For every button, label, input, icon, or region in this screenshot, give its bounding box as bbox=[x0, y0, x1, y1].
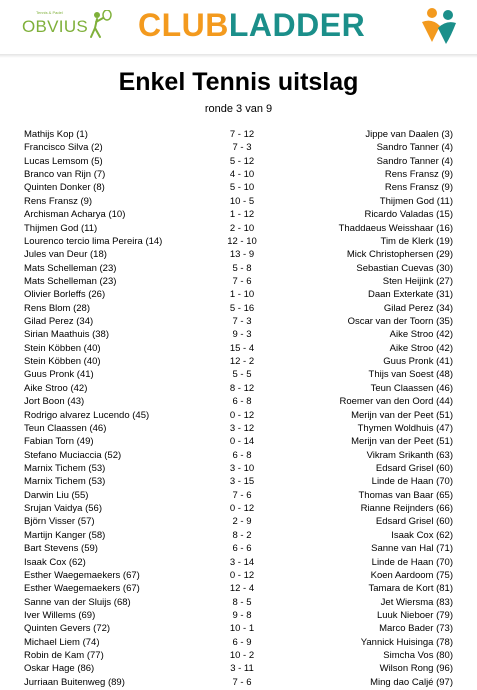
match-row bbox=[0, 422, 477, 435]
match-row bbox=[0, 248, 477, 261]
match-score: 12 - 2 bbox=[229, 356, 255, 368]
match-score: 9 - 8 bbox=[232, 609, 252, 621]
away-player: Mick Christophersen (29) bbox=[346, 249, 453, 261]
match-row bbox=[0, 181, 477, 194]
match-score: 5 - 12 bbox=[229, 155, 255, 167]
home-player: Jort Boon (43) bbox=[24, 396, 85, 408]
header-divider bbox=[0, 54, 477, 58]
away-player: Thijmen God (11) bbox=[379, 195, 453, 207]
match-score: 1 - 10 bbox=[229, 289, 255, 301]
away-player: Jippe van Daalen (3) bbox=[365, 129, 453, 140]
tennis-player-icon bbox=[88, 10, 114, 40]
away-player: Isaak Cox (62) bbox=[391, 529, 453, 541]
away-player: Edsard Grisel (60) bbox=[375, 462, 453, 474]
away-player: Ming dao Caljé (97) bbox=[370, 676, 453, 688]
match-score: 2 - 9 bbox=[232, 516, 252, 528]
home-player: Robin de Kam (77) bbox=[24, 650, 104, 662]
home-player: Guus Pronk (41) bbox=[24, 369, 94, 381]
match-row bbox=[0, 622, 477, 635]
home-player: Michael Liem (74) bbox=[24, 636, 100, 648]
away-player: Tamara de Kort (81) bbox=[368, 583, 453, 595]
home-player: Gilad Perez (34) bbox=[24, 316, 94, 328]
home-player: Marnix Tichem (53) bbox=[24, 462, 106, 474]
match-score: 10 - 5 bbox=[229, 195, 255, 207]
away-player: Merijn van der Peet (51) bbox=[351, 409, 453, 421]
home-player: Mats Schelleman (23) bbox=[24, 262, 117, 274]
away-player: Aike Stroo (42) bbox=[389, 329, 453, 341]
away-player: Edsard Grisel (60) bbox=[375, 516, 453, 528]
home-player: Teun Claassen (46) bbox=[24, 422, 107, 434]
obvius-logo bbox=[16, 8, 116, 44]
home-player: Aike Stroo (42) bbox=[24, 382, 88, 394]
match-row bbox=[0, 355, 477, 368]
home-player: Francisco Silva (2) bbox=[24, 142, 103, 154]
match-row bbox=[0, 662, 477, 675]
away-player: Sanne van Hal (71) bbox=[371, 543, 453, 555]
match-row bbox=[0, 262, 477, 275]
away-player: Gilad Perez (34) bbox=[383, 302, 453, 314]
home-player: Rens Fransz (9) bbox=[24, 195, 93, 207]
away-player: Rens Fransz (9) bbox=[384, 182, 453, 194]
match-score: 6 - 8 bbox=[232, 396, 252, 408]
home-player: Stefano Muciaccia (52) bbox=[24, 449, 122, 461]
home-player: Branco van Rijn (7) bbox=[24, 169, 106, 181]
match-score: 5 - 5 bbox=[232, 369, 252, 381]
match-score: 7 - 3 bbox=[232, 142, 252, 154]
results-list bbox=[0, 128, 477, 689]
match-row bbox=[0, 288, 477, 301]
away-player: Sandro Tanner (4) bbox=[376, 142, 453, 154]
match-row bbox=[0, 582, 477, 595]
away-player: Thymen Woldhuis (47) bbox=[357, 422, 453, 434]
match-score: 3 - 12 bbox=[229, 422, 255, 434]
away-player: Marco Bader (73) bbox=[379, 623, 453, 635]
match-score: 5 - 16 bbox=[229, 302, 255, 314]
home-player: Olivier Borleffs (26) bbox=[24, 289, 106, 301]
away-player: Yannick Huisinga (78) bbox=[360, 636, 453, 648]
match-row bbox=[0, 449, 477, 462]
home-player: Fabian Torn (49) bbox=[24, 436, 94, 448]
home-player: Isaak Cox (62) bbox=[24, 556, 86, 568]
away-player: Luuk Nieboer (79) bbox=[376, 609, 453, 621]
brand-club: CLUB bbox=[138, 7, 229, 43]
home-player: Marnix Tichem (53) bbox=[24, 476, 106, 488]
match-score: 13 - 9 bbox=[229, 249, 255, 261]
match-score: 7 - 6 bbox=[232, 676, 252, 688]
match-row bbox=[0, 235, 477, 248]
home-player: Srujan Vaidya (56) bbox=[24, 503, 102, 515]
home-player: Stein Köbben (40) bbox=[24, 356, 101, 368]
home-player: Rens Blom (28) bbox=[24, 302, 90, 314]
match-row bbox=[0, 342, 477, 355]
match-row bbox=[0, 128, 477, 141]
match-row bbox=[0, 529, 477, 542]
away-player: Roemer van den Oord (44) bbox=[339, 396, 453, 408]
match-score: 3 - 14 bbox=[229, 556, 255, 568]
match-score: 1 - 12 bbox=[229, 209, 255, 221]
match-row bbox=[0, 676, 477, 689]
away-player: Sebastian Cuevas (30) bbox=[356, 262, 453, 274]
home-player: Iver Willems (69) bbox=[24, 609, 96, 621]
match-row bbox=[0, 636, 477, 649]
match-row bbox=[0, 409, 477, 422]
match-row bbox=[0, 489, 477, 502]
home-player: Esther Waegemaekers (67) bbox=[24, 569, 140, 581]
match-score: 7 - 12 bbox=[229, 129, 255, 140]
away-player: Linde de Haan (70) bbox=[371, 556, 453, 568]
match-score: 0 - 12 bbox=[229, 409, 255, 421]
match-score: 15 - 4 bbox=[229, 342, 255, 354]
away-player: Ricardo Valadas (15) bbox=[364, 209, 453, 221]
away-player: Thijs van Soest (48) bbox=[368, 369, 453, 381]
home-player: Rodrigo alvarez Lucendo (45) bbox=[24, 409, 150, 421]
away-player: Koen Aardoom (75) bbox=[370, 569, 453, 581]
match-row bbox=[0, 382, 477, 395]
home-player: Mathijs Kop (1) bbox=[24, 129, 88, 140]
match-score: 0 - 12 bbox=[229, 503, 255, 515]
home-player: Sanne van der Sluijs (68) bbox=[24, 596, 131, 608]
match-score: 7 - 6 bbox=[232, 489, 252, 501]
away-player: Sten Heijink (27) bbox=[382, 275, 453, 287]
away-player: Vikram Srikanth (63) bbox=[366, 449, 453, 461]
match-row bbox=[0, 556, 477, 569]
away-player: Guus Pronk (41) bbox=[383, 356, 453, 368]
match-score: 5 - 8 bbox=[232, 262, 252, 274]
match-row bbox=[0, 542, 477, 555]
match-row bbox=[0, 462, 477, 475]
match-score: 0 - 12 bbox=[229, 569, 255, 581]
away-player: Rianne Reijnders (66) bbox=[360, 503, 453, 515]
home-player: Sirian Maathuis (38) bbox=[24, 329, 110, 341]
home-player: Björn Visser (57) bbox=[24, 516, 95, 528]
match-score: 3 - 10 bbox=[229, 462, 255, 474]
match-score: 5 - 10 bbox=[229, 182, 255, 194]
home-player: Quinten Gevers (72) bbox=[24, 623, 111, 635]
obvius-wordmark: OBVIUS bbox=[22, 17, 89, 36]
clubladder-figures-icon bbox=[418, 6, 460, 46]
match-row bbox=[0, 222, 477, 235]
page-header bbox=[0, 0, 477, 52]
home-player: Darwin Liu (55) bbox=[24, 489, 89, 501]
home-player: Thijmen God (11) bbox=[24, 222, 98, 234]
page-title: Enkel Tennis uitslag bbox=[118, 68, 359, 96]
home-player: Oskar Hage (86) bbox=[24, 663, 95, 675]
match-score: 3 - 15 bbox=[229, 476, 255, 488]
match-row bbox=[0, 315, 477, 328]
match-score: 0 - 14 bbox=[229, 436, 255, 448]
away-player: Merijn van der Peet (51) bbox=[351, 436, 453, 448]
match-row bbox=[0, 435, 477, 448]
match-score: 6 - 6 bbox=[232, 543, 252, 555]
brand-ladder: LADDER bbox=[228, 7, 366, 43]
match-row bbox=[0, 515, 477, 528]
match-score: 2 - 10 bbox=[229, 222, 255, 234]
home-player: Quinten Donker (8) bbox=[24, 182, 105, 194]
match-score: 7 - 6 bbox=[232, 275, 252, 287]
home-player: Martijn Kanger (58) bbox=[24, 529, 106, 541]
match-row bbox=[0, 195, 477, 208]
obvius-tagline: Tennis & Padel bbox=[36, 10, 63, 15]
match-row bbox=[0, 155, 477, 168]
match-score: 8 - 2 bbox=[232, 529, 252, 541]
match-score: 6 - 9 bbox=[232, 636, 252, 648]
match-row bbox=[0, 302, 477, 315]
match-score: 9 - 3 bbox=[232, 329, 252, 341]
home-player: Jules van Deur (18) bbox=[24, 249, 107, 261]
away-player: Jet Wiersma (83) bbox=[380, 596, 453, 608]
match-row bbox=[0, 275, 477, 288]
match-score: 8 - 5 bbox=[232, 596, 252, 608]
match-row bbox=[0, 368, 477, 381]
away-player: Thaddaeus Weisshaar (16) bbox=[338, 222, 453, 234]
away-player: Wilson Rong (96) bbox=[379, 663, 453, 675]
match-row bbox=[0, 609, 477, 622]
match-row bbox=[0, 141, 477, 154]
home-player: Jurriaan Buitenweg (89) bbox=[24, 676, 125, 688]
match-row bbox=[0, 569, 477, 582]
match-score: 8 - 12 bbox=[229, 382, 255, 394]
match-score: 6 - 8 bbox=[232, 449, 252, 461]
home-player: Archisman Acharya (10) bbox=[24, 209, 126, 221]
match-row bbox=[0, 168, 477, 181]
match-score: 7 - 3 bbox=[232, 316, 252, 328]
away-player: Daan Exterkate (31) bbox=[367, 289, 453, 301]
away-player: Simcha Vos (80) bbox=[383, 650, 453, 662]
match-row bbox=[0, 475, 477, 488]
away-player: Thomas van Baar (65) bbox=[358, 489, 453, 501]
home-player: Lourenco tercio lima Pereira (14) bbox=[24, 235, 163, 247]
match-score: 12 - 4 bbox=[229, 583, 255, 595]
home-player: Mats Schelleman (23) bbox=[24, 275, 117, 287]
away-player: Oscar van der Toorn (35) bbox=[347, 316, 453, 328]
home-player: Lucas Lemsom (5) bbox=[24, 155, 103, 167]
home-player: Stein Köbben (40) bbox=[24, 342, 101, 354]
away-player: Linde de Haan (70) bbox=[371, 476, 453, 488]
away-player: Rens Fransz (9) bbox=[384, 169, 453, 181]
away-player: Sandro Tanner (4) bbox=[376, 155, 453, 167]
round-subtitle: ronde 3 van 9 bbox=[204, 103, 273, 115]
away-player: Teun Claassen (46) bbox=[370, 382, 453, 394]
match-score: 3 - 11 bbox=[230, 663, 254, 675]
match-score: 10 - 1 bbox=[229, 623, 255, 635]
clubladder-logo bbox=[138, 6, 365, 44]
match-score: 4 - 10 bbox=[229, 169, 255, 181]
match-row bbox=[0, 208, 477, 221]
match-row bbox=[0, 395, 477, 408]
match-row bbox=[0, 328, 477, 341]
home-player: Bart Stevens (59) bbox=[24, 543, 98, 555]
match-row bbox=[0, 596, 477, 609]
match-score: 10 - 2 bbox=[229, 650, 255, 662]
match-row bbox=[0, 649, 477, 662]
match-score: 12 - 10 bbox=[227, 235, 257, 247]
match-row bbox=[0, 502, 477, 515]
home-player: Esther Waegemaekers (67) bbox=[24, 583, 140, 595]
away-player: Tim de Klerk (19) bbox=[380, 235, 453, 247]
away-player: Aike Stroo (42) bbox=[389, 342, 453, 354]
